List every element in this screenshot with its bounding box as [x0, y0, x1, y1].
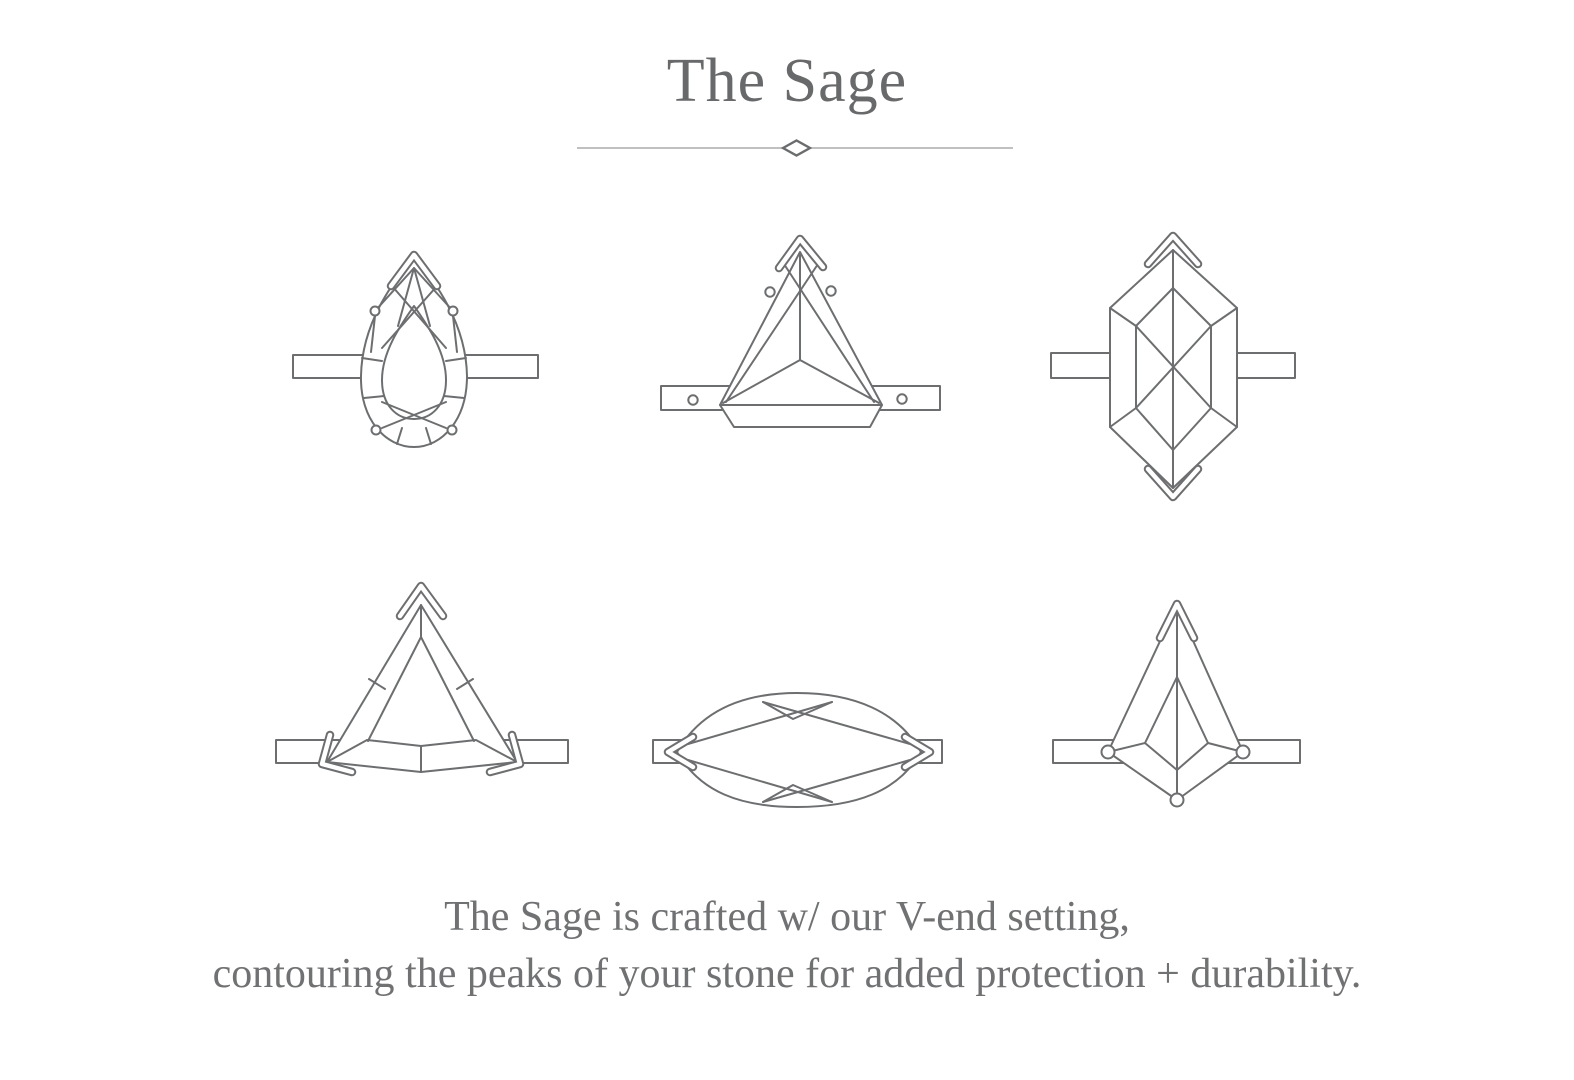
page-title: The Sage	[666, 47, 908, 115]
triangle-ring-illustration	[270, 576, 575, 788]
caption-line-1: The Sage is crafted w/ our V-end setting,	[444, 894, 1130, 940]
caption-text	[0, 889, 1574, 1003]
caption-line-2: contouring the peaks of your stone for added protection + durability.	[212, 951, 1362, 997]
diamond-divider-icon	[560, 133, 1020, 163]
marquise-ring-illustration	[648, 682, 953, 816]
pear-ring-illustration	[280, 240, 550, 465]
trillion-ring-illustration	[655, 228, 950, 436]
hexagon-ring-illustration	[1045, 228, 1305, 506]
kite-ring-illustration	[1048, 594, 1308, 814]
